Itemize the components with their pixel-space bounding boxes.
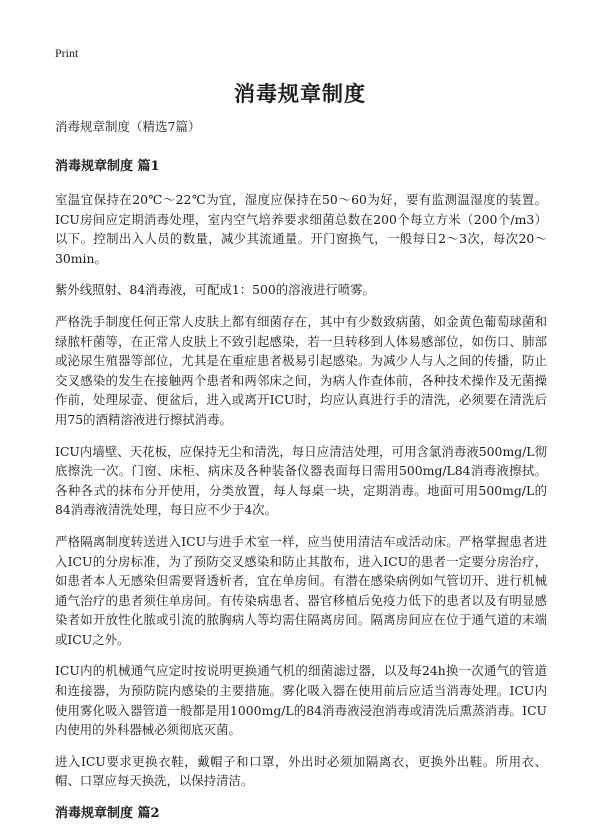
paragraph: ICU内墙壁、天花板，应保持无尘和清洗，每日应清洁处理，可用含氯消毒液500mg/L彻底擦洗一次。门窗、床柜、病床及各种装备仪器表面每日需用500mg/L84消毒液擦拭。各种各式的抹布分开使用，分类放置，每人每桌一块，定期消毒。地面可用500mg/L的84消毒液清洗处理，每日应不少于4次。 — [55, 443, 547, 518]
page-title: 消毒规章制度 — [234, 81, 366, 106]
paragraph: ICU内的机械通气应定时按说明更换通气机的细菌滤过器，以及每24h换一次通气的管道和连接器，为预防院内感染的主要措施。雾化吸入器在使用前后应适当消毒处理。ICU内使用雾化吸入器管道一般都是用1000mg/L的84消毒液浸泡消毒或清洗后熏蒸消毒。ICU内使用的外科器械必须彻底灭菌。 — [55, 663, 547, 738]
document-subtitle: 消毒规章制度（精选7篇） — [55, 119, 201, 134]
section-heading-1: 消毒规章制度 篇1 — [55, 159, 160, 174]
paragraph: 室温宜保持在20℃～22℃为宜，湿度应保持在50～60为好，要有监测温湿度的装置。ICU房间应定期消毒处理，室内空气培养要求细菌总数在200个每立方米（200个/m3）以下。控制出入人员的数量，减少其流通量。开门窗换气，一般每日2～3次，每次20～30min。 — [55, 192, 547, 266]
section-heading-2: 消毒规章制度 篇2 — [55, 806, 160, 822]
paragraph: 严格隔离制度转送进入ICU与进手术室一样，应当使用清洁车或活动床。严格掌握患者进入ICU的分房标准，为了预防交叉感染和防止其散布，进入ICU的患者一定要分房治疗，如患者本人无感染但需要肾透析者，宜在单房间。有潜在感染病例如气管切开、进行机械通气治疗的患者须住单房间。有传染病患者、器官移植后免疫力低下的患者以及有明显感染者如开放性化脓或引流的脓胸病人等均需住隔离房间。隔离房间应在位于通气道的末端或ICU之外。 — [55, 533, 547, 647]
paragraph: 严格洗手制度任何正常人皮肤上都有细菌存在，其中有少数致病菌，如金黄色葡萄球菌和绿脓杆菌等，在正常人皮肤上不致引起感染，若一旦转移到人体易感部位，如伤口、肺部或泌尿生殖器等部位，尤其是在重症患者极易引起感染。为减少人与人之间的传播，防止交叉感染的发生在接触两个患者和两邻床之间，为病人作查体前，各种技术操作及无菌操作前，处理尿壶、便盆后，进入或离开ICU时，均应认真进行手的清洗，必须要在清洗后用75的酒精溶液进行擦拭消毒。 — [55, 313, 547, 427]
paragraph: 进入ICU要求更换衣鞋，戴帽子和口罩，外出时必须加隔离衣，更换外出鞋。所用衣、帽、口罩应每天换洗，以保持清洁。 — [55, 753, 547, 789]
paragraph: 紫外线照射、84消毒液，可配成1：500的溶液进行喷雾。 — [55, 282, 375, 298]
print-link[interactable]: Print — [55, 46, 79, 60]
document-body — [55, 118, 547, 837]
